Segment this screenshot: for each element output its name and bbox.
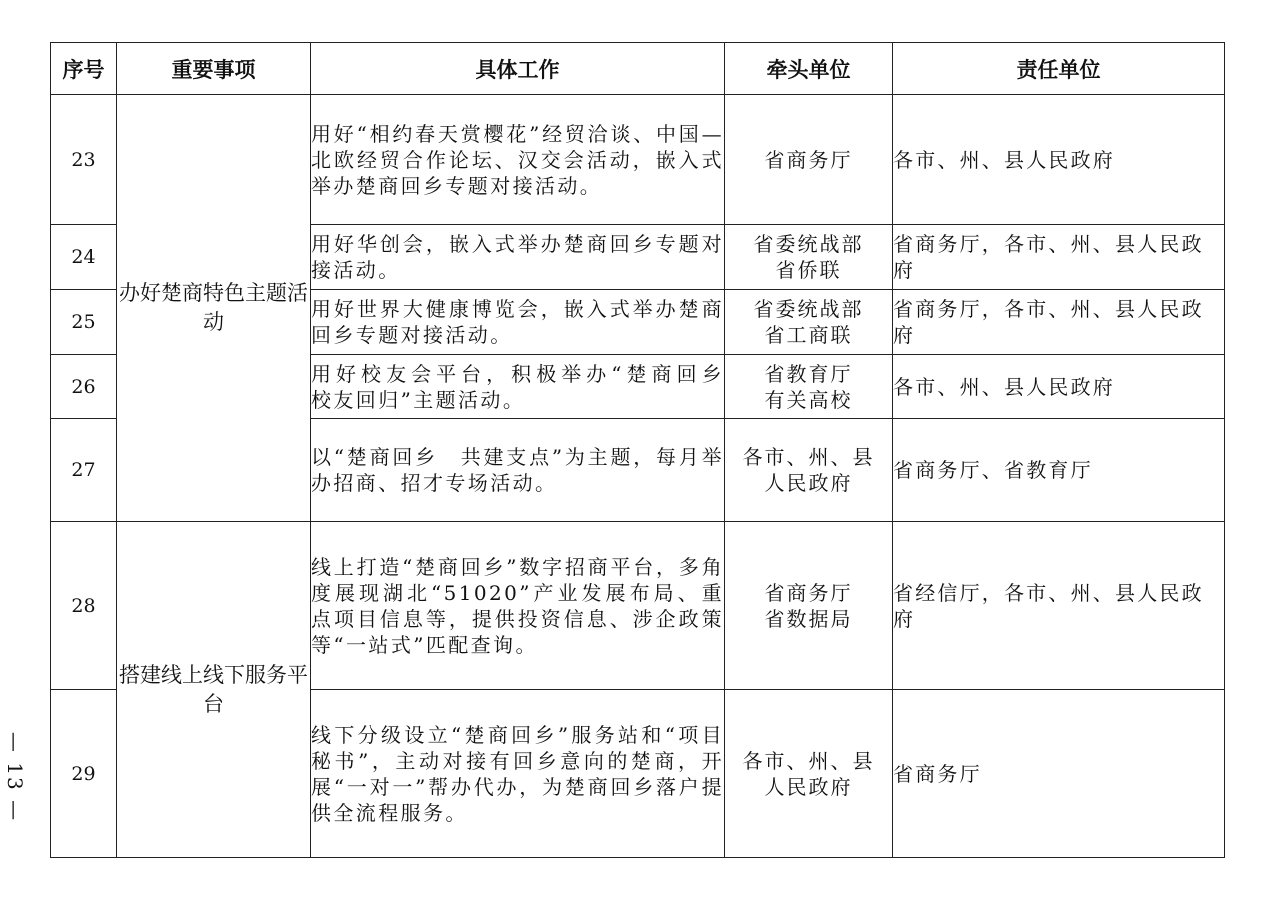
table-row (51, 522, 1225, 690)
lead-line: 有关高校 (764, 387, 853, 412)
page-number (0, 712, 30, 842)
row-work: 线上打造“楚商回乡”数字招商平台，多角度展现湖北“51020”产业发展布局、重点项目信息等，提供投资信息、涉企政策等“一站式”匹配查询。 (311, 522, 725, 690)
row-resp: 各市、州、县人民政府 (893, 355, 1225, 419)
group-item: 搭建线上线下服务平台 (117, 522, 311, 858)
row-lead (725, 290, 893, 355)
row-resp: 各市、州、县人民政府 (893, 95, 1225, 225)
row-seq: 28 (51, 522, 117, 690)
row-work: 用好“相约春天赏樱花”经贸洽谈、中国—北欧经贸合作论坛、汉交会活动，嵌入式举办楚商回乡专题对接活动。 (311, 95, 725, 225)
row-lead (725, 355, 893, 419)
row-resp: 省经信厅，各市、州、县人民政府 (893, 522, 1225, 690)
lead-line: 省侨联 (775, 258, 842, 282)
header-seq: 序号 (51, 43, 117, 95)
row-work: 用好世界大健康博览会，嵌入式举办楚商回乡专题对接活动。 (311, 290, 725, 355)
page-number-text: — 13 — (3, 731, 28, 823)
lead-line: 各市、州、县 (742, 445, 875, 469)
row-resp: 省商务厅 (893, 690, 1225, 858)
row-lead (725, 522, 893, 690)
lead-line: 省教育厅 (764, 361, 853, 386)
lead-line: 人民政府 (764, 471, 853, 495)
table-row (51, 95, 1225, 225)
lead-line: 省委统战部 (753, 297, 864, 321)
row-seq: 29 (51, 690, 117, 858)
lead-line: 各市、州、县 (742, 748, 875, 773)
row-work: 用好华创会，嵌入式举办楚商回乡专题对接活动。 (311, 225, 725, 290)
row-resp: 省商务厅，各市、州、县人民政府 (893, 290, 1225, 355)
work-table (50, 42, 1225, 858)
lead-line: 省工商联 (764, 323, 853, 347)
row-work: 用好校友会平台，积极举办“楚商回乡 校友回归”主题活动。 (311, 355, 725, 419)
row-seq: 25 (51, 290, 117, 355)
lead-line: 省商务厅 (764, 580, 853, 605)
row-work: 线下分级设立“楚商回乡”服务站和“项目秘书”，主动对接有回乡意向的楚商，开展“一对一”帮办代办，为楚商回乡落户提供全流程服务。 (311, 690, 725, 858)
row-work: 以“楚商回乡 共建支点”为主题，每月举办招商、招才专场活动。 (311, 419, 725, 522)
lead-line: 省商务厅 (764, 147, 853, 172)
header-resp: 责任单位 (893, 43, 1225, 95)
row-seq: 23 (51, 95, 117, 225)
header-work: 具体工作 (311, 43, 725, 95)
group-item: 办好楚商特色主题活动 (117, 95, 311, 522)
lead-line: 人民政府 (764, 774, 853, 799)
row-lead (725, 690, 893, 858)
row-seq: 27 (51, 419, 117, 522)
row-resp: 省商务厅，各市、州、县人民政府 (893, 225, 1225, 290)
lead-line: 省数据局 (764, 606, 853, 631)
lead-line: 省委统战部 (753, 232, 864, 256)
row-seq: 26 (51, 355, 117, 419)
row-seq: 24 (51, 225, 117, 290)
header-lead: 牵头单位 (725, 43, 893, 95)
header-item: 重要事项 (117, 43, 311, 95)
row-lead (725, 225, 893, 290)
row-lead (725, 419, 893, 522)
row-lead (725, 95, 893, 225)
table-header-row (51, 43, 1225, 95)
row-resp: 省商务厅、省教育厅 (893, 419, 1225, 522)
